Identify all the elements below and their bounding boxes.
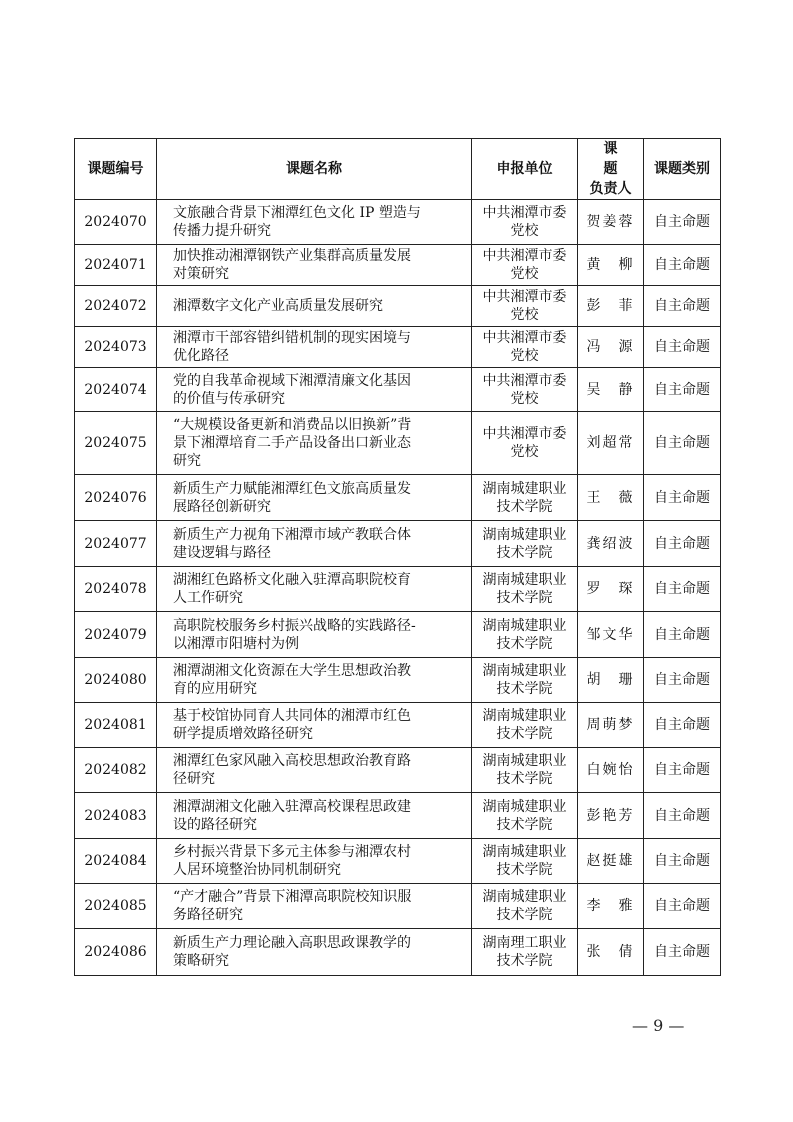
project-category-cell-line: 自主命题 bbox=[654, 435, 710, 451]
project-name-cell-line: 展路径创新研究 bbox=[173, 498, 271, 515]
project-category-cell bbox=[644, 475, 721, 521]
project-id-cell bbox=[75, 200, 157, 245]
project-category-cell-line: 自主命题 bbox=[654, 944, 710, 960]
table-row bbox=[75, 412, 721, 475]
applying-unit-cell bbox=[472, 412, 578, 475]
project-name-cell-line: 传播力提升研究 bbox=[173, 223, 271, 239]
project-category-cell bbox=[644, 748, 721, 793]
table-header-row bbox=[75, 139, 721, 200]
project-name-cell bbox=[157, 245, 472, 286]
project-id-cell bbox=[75, 884, 157, 929]
project-id-cell bbox=[75, 327, 157, 368]
project-name-cell bbox=[157, 286, 472, 327]
project-leader-cell bbox=[578, 612, 644, 658]
project-category-cell bbox=[644, 612, 721, 658]
project-leader-cell-line: 李 雅 bbox=[586, 898, 635, 914]
project-id-cell-line: 2024083 bbox=[84, 807, 147, 824]
applying-unit-cell-line: 技术学院 bbox=[496, 816, 553, 833]
applying-unit-cell bbox=[472, 286, 578, 327]
project-id-cell-line: 2024071 bbox=[84, 257, 147, 273]
project-leader-cell bbox=[578, 245, 644, 286]
project-category-cell-line: 自主命题 bbox=[654, 381, 710, 398]
applying-unit-cell-line: 党校 bbox=[510, 390, 539, 407]
table-row bbox=[75, 658, 721, 703]
project-category-cell bbox=[644, 884, 721, 929]
project-name-cell-line: 人工作研究 bbox=[173, 590, 243, 606]
header-leader-line1: 课 题 bbox=[603, 141, 626, 177]
project-name-cell bbox=[157, 200, 472, 245]
project-name-cell-line: 新质生产力视角下湘潭市域产教联合体 bbox=[173, 526, 411, 543]
project-id-cell-line: 2024079 bbox=[84, 626, 147, 643]
project-name-cell bbox=[157, 929, 472, 976]
project-name-cell-line: 景下湘潭培育二手产品设备出口新业态 bbox=[173, 435, 411, 451]
table-row bbox=[75, 521, 721, 567]
project-name-cell bbox=[157, 703, 472, 748]
project-id-cell bbox=[75, 412, 157, 475]
table-row bbox=[75, 200, 721, 245]
project-category-cell bbox=[644, 521, 721, 567]
project-leader-cell bbox=[578, 475, 644, 521]
applying-unit-cell-line: 湖南城建职业 bbox=[482, 480, 567, 497]
applying-unit-cell-line: 党校 bbox=[510, 307, 539, 323]
project-category-cell bbox=[644, 286, 721, 327]
table-body bbox=[75, 200, 721, 976]
project-name-cell-line: 研学提质增效路径研究 bbox=[173, 726, 313, 742]
table-row bbox=[75, 748, 721, 793]
applying-unit-cell-line: 中共湘潭市委 bbox=[482, 330, 567, 346]
project-id-cell bbox=[75, 286, 157, 327]
project-name-cell bbox=[157, 884, 472, 929]
applying-unit-cell-line: 技术学院 bbox=[496, 862, 553, 878]
applying-unit-cell-line: 技术学院 bbox=[496, 953, 553, 969]
project-id-cell bbox=[75, 521, 157, 567]
applying-unit-cell-line: 中共湘潭市委 bbox=[482, 205, 567, 221]
project-category-cell bbox=[644, 327, 721, 368]
project-name-cell-line: 建设逻辑与路径 bbox=[173, 544, 271, 561]
applying-unit-cell bbox=[472, 793, 578, 839]
applying-unit-cell-line: 技术学院 bbox=[496, 907, 553, 923]
project-id-cell-line: 2024078 bbox=[84, 581, 147, 597]
project-id-cell-line: 2024072 bbox=[84, 298, 147, 314]
applying-unit-cell-line: 党校 bbox=[510, 223, 539, 239]
applying-unit-cell-line: 湖南城建职业 bbox=[482, 708, 567, 724]
project-name-cell-line: 的价值与传承研究 bbox=[173, 390, 285, 407]
header-project-category: 课题类别 bbox=[644, 139, 721, 200]
project-category-cell-line: 自主命题 bbox=[654, 672, 710, 688]
project-name-cell-line: 务路径研究 bbox=[173, 907, 243, 923]
project-name-cell bbox=[157, 748, 472, 793]
project-leader-cell bbox=[578, 839, 644, 884]
project-name-cell-line: “产才融合”背景下湘潭高职院校知识服 bbox=[173, 889, 412, 905]
project-name-cell bbox=[157, 793, 472, 839]
project-category-cell-line: 自主命题 bbox=[654, 807, 710, 824]
project-name-cell-line: 研究 bbox=[173, 453, 201, 469]
project-leader-cell bbox=[578, 567, 644, 612]
project-name-cell bbox=[157, 612, 472, 658]
project-id-cell-line: 2024070 bbox=[84, 214, 147, 230]
project-category-cell-line: 自主命题 bbox=[654, 581, 710, 597]
applying-unit-cell-line: 技术学院 bbox=[496, 544, 553, 561]
project-leader-cell bbox=[578, 412, 644, 475]
table-row bbox=[75, 839, 721, 884]
applying-unit-cell-line: 中共湘潭市委 bbox=[482, 248, 567, 264]
applying-unit-cell bbox=[472, 748, 578, 793]
project-leader-cell-line: 赵挺雄 bbox=[586, 853, 635, 869]
applying-unit-cell-line: 技术学院 bbox=[496, 771, 553, 787]
project-leader-cell-line: 刘超常 bbox=[586, 435, 635, 451]
project-name-cell-line: 湖湘红色路桥文化融入驻潭高职院校育 bbox=[173, 572, 411, 588]
project-category-cell bbox=[644, 839, 721, 884]
project-category-cell-line: 自主命题 bbox=[654, 535, 710, 552]
project-id-cell-line: 2024077 bbox=[84, 535, 147, 552]
project-name-cell-line: 对策研究 bbox=[173, 266, 229, 282]
applying-unit-cell-line: 技术学院 bbox=[496, 681, 553, 697]
applying-unit-cell bbox=[472, 929, 578, 976]
applying-unit-cell-line: 湖南城建职业 bbox=[482, 844, 567, 860]
project-id-cell-line: 2024074 bbox=[84, 381, 147, 398]
applying-unit-cell bbox=[472, 521, 578, 567]
table-row bbox=[75, 286, 721, 327]
project-id-cell bbox=[75, 703, 157, 748]
table-row bbox=[75, 327, 721, 368]
project-leader-cell-line: 周萌梦 bbox=[586, 717, 635, 733]
project-leader-cell-line: 黄 柳 bbox=[586, 257, 635, 273]
table-row bbox=[75, 612, 721, 658]
project-name-cell-line: 人居环境整治协同机制研究 bbox=[173, 862, 341, 878]
applying-unit-cell bbox=[472, 475, 578, 521]
project-id-cell bbox=[75, 929, 157, 976]
project-id-cell-line: 2024082 bbox=[84, 762, 147, 778]
project-category-cell-line: 自主命题 bbox=[654, 257, 710, 273]
project-id-cell bbox=[75, 567, 157, 612]
project-id-cell bbox=[75, 612, 157, 658]
project-category-cell bbox=[644, 703, 721, 748]
project-name-cell-line: 湘潭红色家风融入高校思想政治教育路 bbox=[173, 753, 411, 769]
project-name-cell bbox=[157, 412, 472, 475]
applying-unit-cell bbox=[472, 703, 578, 748]
applying-unit-cell-line: 技术学院 bbox=[496, 590, 553, 606]
project-category-cell bbox=[644, 658, 721, 703]
project-name-cell-line: 湘潭湖湘文化资源在大学生思想政治教 bbox=[173, 663, 411, 679]
project-name-cell-line: 设的路径研究 bbox=[173, 816, 257, 833]
project-name-cell-line: 策略研究 bbox=[173, 953, 229, 969]
project-category-cell bbox=[644, 929, 721, 976]
project-leader-cell-line: 张 倩 bbox=[586, 944, 635, 960]
project-leader-cell bbox=[578, 748, 644, 793]
applying-unit-cell-line: 党校 bbox=[510, 444, 539, 460]
project-category-cell bbox=[644, 200, 721, 245]
applying-unit-cell bbox=[472, 612, 578, 658]
project-table bbox=[74, 138, 721, 976]
project-id-cell-line: 2024085 bbox=[84, 898, 147, 914]
applying-unit-cell bbox=[472, 245, 578, 286]
applying-unit-cell-line: 湖南城建职业 bbox=[482, 798, 567, 815]
applying-unit-cell-line: 湖南城建职业 bbox=[482, 526, 567, 543]
project-name-cell bbox=[157, 658, 472, 703]
table-row bbox=[75, 793, 721, 839]
project-name-cell-line: 湘潭市干部容错纠错机制的现实困境与 bbox=[173, 330, 411, 346]
project-category-cell bbox=[644, 793, 721, 839]
applying-unit-cell-line: 湖南理工职业 bbox=[482, 935, 567, 951]
applying-unit-cell-line: 湖南城建职业 bbox=[482, 753, 567, 769]
project-id-cell bbox=[75, 839, 157, 884]
project-name-cell-line: 乡村振兴背景下多元主体参与湘潭农村 bbox=[173, 844, 411, 860]
project-id-cell bbox=[75, 475, 157, 521]
table-row bbox=[75, 245, 721, 286]
applying-unit-cell-line: 党校 bbox=[510, 266, 539, 282]
project-name-cell bbox=[157, 567, 472, 612]
project-category-cell-line: 自主命题 bbox=[654, 898, 710, 914]
project-category-cell-line: 自主命题 bbox=[654, 626, 710, 643]
project-category-cell-line: 自主命题 bbox=[654, 214, 710, 230]
project-id-cell-line: 2024073 bbox=[84, 339, 147, 355]
project-id-cell-line: 2024075 bbox=[84, 435, 147, 451]
project-category-cell-line: 自主命题 bbox=[654, 762, 710, 778]
applying-unit-cell-line: 技术学院 bbox=[496, 498, 553, 515]
applying-unit-cell bbox=[472, 567, 578, 612]
project-leader-cell-line: 罗 琛 bbox=[586, 581, 635, 597]
applying-unit-cell bbox=[472, 839, 578, 884]
project-leader-cell-line: 冯 源 bbox=[586, 339, 635, 355]
project-name-cell-line: 湘潭数字文化产业高质量发展研究 bbox=[173, 298, 383, 314]
project-category-cell-line: 自主命题 bbox=[654, 717, 710, 733]
header-project-name: 课题名称 bbox=[157, 139, 472, 200]
project-id-cell bbox=[75, 368, 157, 412]
applying-unit-cell-line: 技术学院 bbox=[496, 635, 553, 652]
project-leader-cell-line: 龚绍波 bbox=[586, 535, 635, 552]
project-leader-cell bbox=[578, 658, 644, 703]
project-category-cell bbox=[644, 567, 721, 612]
project-name-cell-line: 文旅融合背景下湘潭红色文化 IP 塑造与 bbox=[173, 205, 421, 221]
applying-unit-cell-line: 中共湘潭市委 bbox=[482, 426, 567, 442]
project-id-cell bbox=[75, 748, 157, 793]
project-leader-cell bbox=[578, 286, 644, 327]
header-project-leader bbox=[578, 139, 644, 200]
project-name-cell-line: 湘潭湖湘文化融入驻潭高校课程思政建 bbox=[173, 798, 411, 815]
table-row bbox=[75, 703, 721, 748]
project-category-cell bbox=[644, 245, 721, 286]
project-name-cell-line: 基于校馆协同育人共同体的湘潭市红色 bbox=[173, 708, 411, 724]
page-number: — 9 — bbox=[632, 1016, 685, 1035]
project-name-cell-line: 以湘潭市阳塘村为例 bbox=[173, 635, 299, 652]
project-leader-cell bbox=[578, 884, 644, 929]
project-leader-cell bbox=[578, 200, 644, 245]
header-applying-unit: 申报单位 bbox=[472, 139, 578, 200]
applying-unit-cell bbox=[472, 884, 578, 929]
applying-unit-cell-line: 党校 bbox=[510, 348, 539, 364]
project-id-cell bbox=[75, 658, 157, 703]
project-name-cell bbox=[157, 327, 472, 368]
project-category-cell bbox=[644, 412, 721, 475]
project-leader-cell-line: 彭 菲 bbox=[586, 298, 635, 314]
project-leader-cell bbox=[578, 793, 644, 839]
table-row bbox=[75, 567, 721, 612]
project-leader-cell bbox=[578, 929, 644, 976]
applying-unit-cell-line: 中共湘潭市委 bbox=[482, 289, 567, 305]
project-leader-cell-line: 白婉怡 bbox=[586, 762, 635, 778]
applying-unit-cell-line: 中共湘潭市委 bbox=[482, 372, 567, 389]
applying-unit-cell bbox=[472, 658, 578, 703]
project-name-cell-line: 高职院校服务乡村振兴战略的实践路径- bbox=[173, 617, 416, 634]
project-name-cell-line: 新质生产力理论融入高职思政课教学的 bbox=[173, 935, 411, 951]
project-category-cell-line: 自主命题 bbox=[654, 853, 710, 869]
project-category-cell bbox=[644, 368, 721, 412]
project-name-cell bbox=[157, 368, 472, 412]
project-id-cell bbox=[75, 793, 157, 839]
project-leader-cell-line: 吴 静 bbox=[586, 381, 635, 398]
project-leader-cell-line: 彭艳芳 bbox=[586, 807, 635, 824]
project-category-cell-line: 自主命题 bbox=[654, 339, 710, 355]
project-name-cell bbox=[157, 521, 472, 567]
project-category-cell-line: 自主命题 bbox=[654, 298, 710, 314]
project-id-cell-line: 2024081 bbox=[84, 717, 147, 733]
project-leader-cell bbox=[578, 521, 644, 567]
applying-unit-cell-line: 技术学院 bbox=[496, 726, 553, 742]
header-project-id: 课题编号 bbox=[75, 139, 157, 200]
project-id-cell-line: 2024076 bbox=[84, 489, 147, 506]
project-leader-cell bbox=[578, 327, 644, 368]
project-id-cell bbox=[75, 245, 157, 286]
project-category-cell-line: 自主命题 bbox=[654, 489, 710, 506]
project-leader-cell bbox=[578, 368, 644, 412]
project-leader-cell-line: 王 薇 bbox=[586, 489, 635, 506]
applying-unit-cell bbox=[472, 368, 578, 412]
project-name-cell-line: 新质生产力赋能湘潭红色文旅高质量发 bbox=[173, 480, 411, 497]
project-name-cell-line: “大规模设备更新和消费品以旧换新”背 bbox=[173, 417, 412, 433]
header-leader-line2: 负责人 bbox=[589, 181, 632, 197]
applying-unit-cell-line: 湖南城建职业 bbox=[482, 617, 567, 634]
table-row bbox=[75, 368, 721, 412]
applying-unit-cell-line: 湖南城建职业 bbox=[482, 889, 567, 905]
applying-unit-cell bbox=[472, 327, 578, 368]
project-name-cell bbox=[157, 475, 472, 521]
project-leader-cell-line: 胡 珊 bbox=[586, 672, 635, 688]
project-name-cell-line: 优化路径 bbox=[173, 348, 229, 364]
table-row bbox=[75, 929, 721, 976]
project-name-cell-line: 党的自我革命视域下湘潭清廉文化基因 bbox=[173, 372, 411, 389]
applying-unit-cell bbox=[472, 200, 578, 245]
project-id-cell-line: 2024086 bbox=[84, 944, 147, 960]
table-row bbox=[75, 884, 721, 929]
project-leader-cell-line: 贺姜蓉 bbox=[586, 214, 635, 230]
applying-unit-cell-line: 湖南城建职业 bbox=[482, 572, 567, 588]
project-name-cell-line: 加快推动湘潭钢铁产业集群高质量发展 bbox=[173, 248, 411, 264]
project-name-cell bbox=[157, 839, 472, 884]
project-name-cell-line: 径研究 bbox=[173, 771, 215, 787]
project-name-cell-line: 育的应用研究 bbox=[173, 681, 257, 697]
project-leader-cell bbox=[578, 703, 644, 748]
project-leader-cell-line: 邹文华 bbox=[586, 626, 635, 643]
table-row bbox=[75, 475, 721, 521]
applying-unit-cell-line: 湖南城建职业 bbox=[482, 663, 567, 679]
project-id-cell-line: 2024080 bbox=[84, 672, 147, 688]
project-id-cell-line: 2024084 bbox=[84, 853, 147, 869]
